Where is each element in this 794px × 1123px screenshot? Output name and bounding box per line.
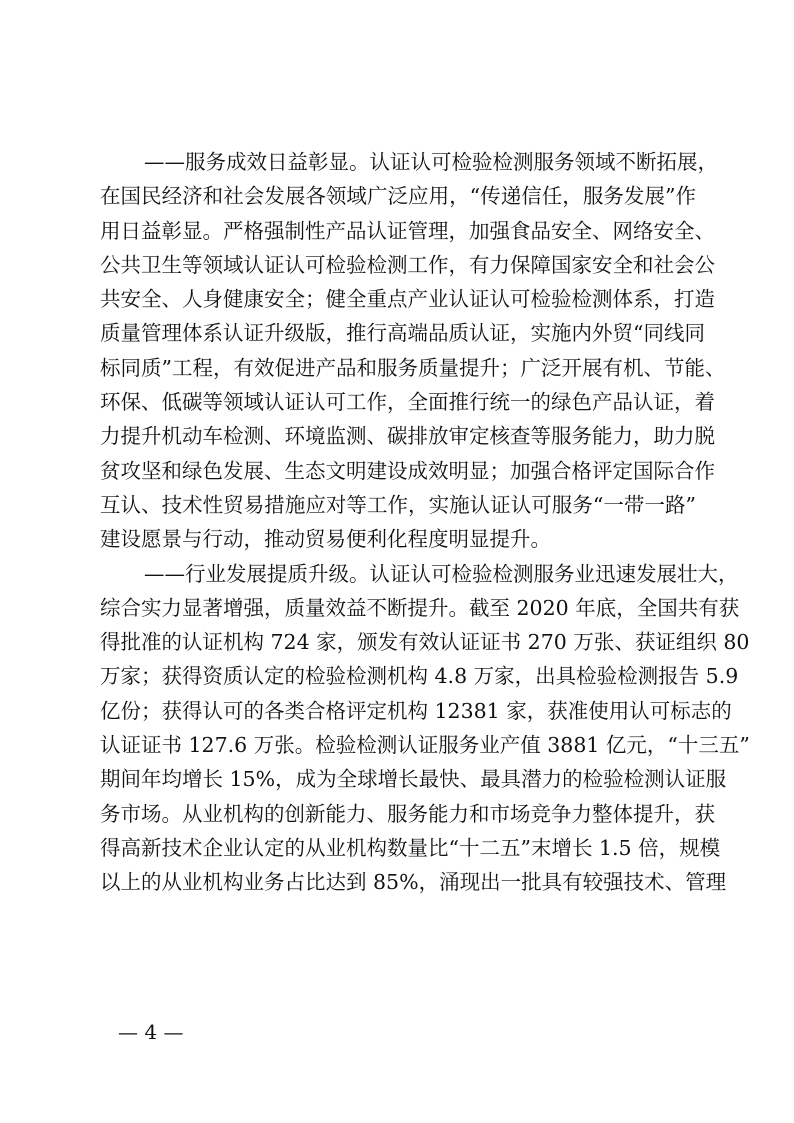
paragraph-line: 万家；获得资质认定的检验检测机构 4.8 万家，出具检验检测报告 5.9 <box>100 664 739 689</box>
paragraph-line: 共安全、人身健康安全；健全重点产业认证认可检验检测体系，打造 <box>100 287 715 312</box>
paragraph-line: 贫攻坚和绿色发展、生态文明建设成效明显；加强合格评定国际合作 <box>100 458 715 483</box>
paragraph-line: ——服务成效日益彰显。认证认可检验检测服务领域不断拓展， <box>144 150 718 174</box>
paragraph-line: 以上的从业机构业务占比达到 85%，涌现出一批具有较强技术、管理 <box>100 870 727 895</box>
paragraph-line: 在国民经济和社会发展各领域广泛应用，“传递信任，服务发展”作 <box>100 184 696 209</box>
paragraph-line: 互认、技术性贸易措施应对等工作，实施认证认可服务“一带一路” <box>100 492 696 517</box>
paragraph-line: 用日益彰显。严格强制性产品认证管理，加强食品安全、网络安全、 <box>100 218 715 243</box>
body-text <box>100 145 750 900</box>
page-number: — 4 — <box>118 1020 184 1044</box>
paragraph-line: 得批准的认证机构 724 家，颁发有效认证证书 270 万张、获证组织 80 <box>100 630 750 655</box>
paragraph-line: 标同质”工程，有效促进产品和服务质量提升；广泛开展有机、节能、 <box>100 355 726 380</box>
paragraph-industry-development <box>100 557 750 900</box>
paragraph-line: 综合实力显著增强，质量效益不断提升。截至 2020 年底，全国共有获 <box>100 595 740 620</box>
paragraph-line: 务市场。从业机构的创新能力、服务能力和市场竞争力整体提升，获 <box>100 801 715 826</box>
paragraph-line: 得高新技术企业认定的从业机构数量比“十二五”末增长 1.5 倍，规模 <box>100 835 721 860</box>
paragraph-line: 建设愿景与行动，推动贸易便利化程度明显提升。 <box>100 527 551 552</box>
paragraph-service-effect <box>100 145 726 557</box>
paragraph-line: 认证证书 127.6 万张。检验检测认证服务业产值 3881 亿元，“十三五” <box>100 733 750 758</box>
paragraph-line: 亿份；获得认可的各类合格评定机构 12381 家，获准使用认可标志的 <box>100 698 732 723</box>
paragraph-line: 质量管理体系认证升级版，推行高端品质认证，实施内外贸“同线同 <box>100 321 705 346</box>
paragraph-line: ——行业发展提质升级。认证认可检验检测服务业迅速发展壮大， <box>144 561 739 586</box>
paragraph-line: 公共卫生等领域认证认可检验检测工作，有力保障国家安全和社会公 <box>100 252 715 277</box>
paragraph-line: 力提升机动车检测、环境监测、碳排放审定核查等服务能力，助力脱 <box>100 424 715 449</box>
paragraph-line: 环保、低碳等领域认证认可工作，全面推行统一的绿色产品认证，着 <box>100 390 715 415</box>
paragraph-line: 期间年均增长 15%，成为全球增长最快、最具潜力的检验检测认证服 <box>100 767 727 792</box>
